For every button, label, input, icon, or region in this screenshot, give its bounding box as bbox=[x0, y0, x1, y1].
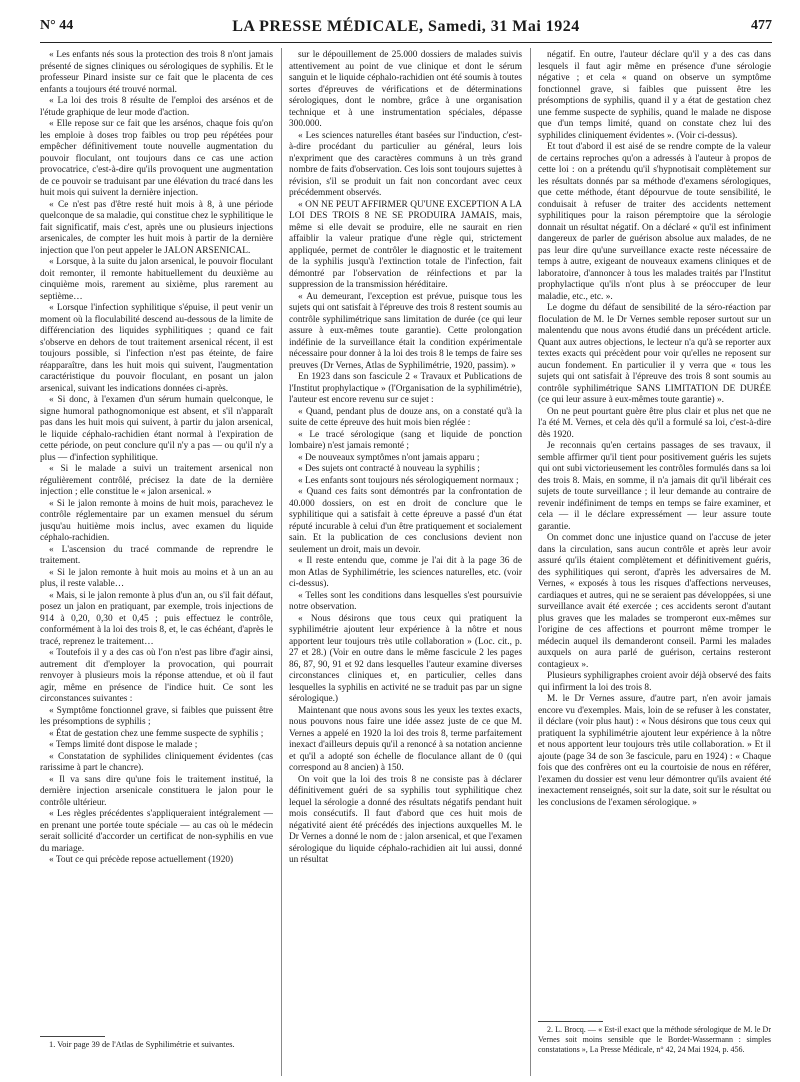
paragraph: négatif. En outre, l'auteur déclare qu'il y a des cas dans lesquels il faut agir même en présence d'une sérologie négative ; et cela « quand on observe un symptôme fonctionnel grave, si faibles que puissent être les présomptions de syphilis, quand il y a état de gestation chez une femme suspecte de syphilis, quand le malade ne dispose que d'un temps limité, quand on constate chez lui des syphilides cliniquement évidentes ». (Voir ci-dessus). bbox=[538, 50, 771, 141]
header-rule bbox=[40, 42, 772, 43]
paragraph: M. le Dr Vernes assure, d'autre part, n'en avoir jamais encore vu d'exemples. Mais, loin de se refuser à les constater, il déclare (voir plus haut) : « Nous désirons que tous ceux qui pratiquent la syphilimétrie ajoutent leur expérience à la nôtre et nous apportent leur toujours très utile collaboration. » Et il ajoute (page 34 de son 3e fascicule, paru en 1924) : « Chaque fois que des confrères ont eu la courtoisie de nous en référer, l'examen du dossier est venu leur démontrer qu'ils avaient été inexactement renseignés, soit sur la date, soit sur le résultat ou les conclusions de l'examen sérologique. » bbox=[538, 694, 771, 808]
paragraph: « Ce n'est pas d'être resté huit mois à 8, à une période quelconque de sa maladie, qui constitue chez le syphilitique le fait significatif, mais c'est, après une ou plusieurs injections arsenicales, de compter les huit mois à partir de la dernière injection que l'on peut appeler le JALON ARSENICAL. bbox=[40, 199, 273, 256]
paragraph: « La loi des trois 8 résulte de l'emploi des arsénos et de l'étude graphique de leur mode d'action. bbox=[40, 96, 273, 118]
footnote-rule bbox=[40, 1036, 105, 1037]
paragraph: « Si donc, à l'examen d'un sérum humain quelconque, le signe humoral pathognomonique est absent, et s'il n'apparaît pas dans les huit mois qui suivent, à partir du jalon arsenical, le liquide céphalo-rachidien étant normal à l'expiration de cette période, on peut conclure qu'il n'y a pas — ou qu'il n'y a plus — d'infection syphilitique. bbox=[40, 395, 273, 463]
paragraph: « Les règles précédentes s'appliqueraient intégralement — en prenant une portée toute spéciale — au cas où le médecin serait sollicité d'accorder un certificat de non-syphilis en vue du mariage. bbox=[40, 809, 273, 854]
paragraph: « Les sciences naturelles étant basées sur l'induction, c'est-à-dire procédant du particulier au général, leurs lois n'expriment que des caractères communs à un très grand nombre de faits d'observation. Ces lois sont toujours sujettes à révision, s'il se produit un fait non concordant avec ceux précédemment observés. bbox=[289, 130, 522, 198]
paragraph: « L'ascension du tracé commande de reprendre le traitement. bbox=[40, 544, 273, 566]
paragraph: On ne peut pourtant guère être plus clair et plus net que ne l'a été M. Vernes, et cela dès qu'il a formulé sa loi, c'est-à-dire dès 1920. bbox=[538, 406, 771, 440]
journal-title: LA PRESSE MÉDICALE, Samedi, 31 Mai 1924 bbox=[232, 18, 580, 35]
paragraph: « Nous désirons que tous ceux qui pratiquent la syphilimétrie ajoutent leur expérience à la nôtre et nous apportent leur toujours très utile collaboration » (Loc. cit., p. 27 et 28.) (Voir en outre dans le même fascicule 2 les pages 86, 87, 90, 91 et 92 dans lesquelles l'auteur examine diverses circonstances cliniques et, en particulier, celles dans lesquelles la syphilis en activité ne se traduit pas par un signe sérologique.) bbox=[289, 613, 522, 704]
paragraph: Le dogme du défaut de sensibilité de la séro-réaction par floculation de M. le Dr Vernes semble reposer surtout sur un malentendu que nous avons étudié dans un précédent article. Quant aux autres objections, le lecteur n'a qu'à se reporter aux textes exacts qui précèdent pour voir qu'elles ne reposent sur aucun fondement. En particulier il y verra que « tous les sujets qui ont satisfait à l'épreuve des trois 8 sont soumis au contrôle syphilimétrique SANS LIMITATION DE DURÉE (ce qui leur assure à eux-mêmes toute garantie) ». bbox=[538, 303, 771, 405]
paragraph: « Elle repose sur ce fait que les arsénos, chaque fois qu'on les emploie à doses trop faibles ou trop peu répétées pour empêcher définitivement toute nouvelle augmentation du pouvoir floculant, ont toujours dans ce cas une action provocatrice, c'est-à-dire qu'ils provoquent une augmentation de ce pouvoir se traduisant par une élévation du tracé dans les huit mois qui suivent la dernière injection. bbox=[40, 119, 273, 198]
paragraph: « Quand ces faits sont démontrés par la confrontation de 40.000 dossiers, on est en droit de conclure que le syphilitique qui a satisfait à cette épreuve a passé d'un état réputé incurable à celui d'un être pratiquement et socialement sain. Et la publication de ces conclusions devient non seulement un droit, mais un devoir. bbox=[289, 487, 522, 555]
text-column-3 bbox=[538, 50, 771, 1010]
paragraph: « Tout ce qui précède repose actuellement (1920) bbox=[49, 855, 234, 865]
page-number: 477 bbox=[751, 18, 772, 33]
paragraph: « Des sujets ont contracté à nouveau la syphilis ; bbox=[298, 464, 480, 474]
paragraph: Maintenant que nous avons sous les yeux les textes exacts, nous pouvons nous faire une idée assez juste de ce que M. Vernes a appelé en 1920 la loi des trois 8, terme parfaitement inexact d'ailleurs depuis qu'il a renoncé à sa notation ancienne et qu'il a adopté son échelle de floculance allant de 0 (qui correspond au 8 ancien) à 150. bbox=[289, 705, 522, 773]
paragraph: « Si le jalon remonte à huit mois au moins et à un an au plus, il reste valable… bbox=[40, 567, 273, 589]
paragraph: sur le dépouillement de 25.000 dossiers de malades suivis attentivement au point de vue clinique et dont le sérum sanguin et le liquide céphalo-rachidien ont été soumis à toutes sortes d'épreuves de vérifications et de déterminations sérologiques, dont le nombre, grâce à une organisation technique et à une instrumentation spéciales, dépasse 300.000. bbox=[289, 50, 522, 129]
footnote-rule bbox=[538, 1021, 603, 1022]
paragraph: « De nouveaux symptômes n'ont jamais apparu ; bbox=[298, 452, 480, 463]
paragraph: « Il va sans dire qu'une fois le traitement institué, la dernière injection arsenicale constituera le jalon pour le contrôle ultérieur. bbox=[40, 774, 273, 808]
paragraph: « Toutefois il y a des cas où l'on n'est pas libre d'agir ainsi, autrement dit d'employer la provocation, qui pourrait renvoyer à plusieurs mois la réponse attendue, et où il faut agir, même en présence de l'indice huit. Ce sont les circonstances suivantes : bbox=[40, 648, 273, 704]
paragraph: On commet donc une injustice quand on l'accuse de jeter dans la circulation, sans aucun contrôle et après leur avoir assuré qu'ils étaient complètement et définitivement guéris, des syphilitiques qui seront, d'après les adversaires de M. Vernes, « exposés à tous les risques d'affections nerveuses, cardiaques et autres, qui ne se seraient pas développées, si une surveillance avait été exercée ; ces accidents seront d'autant plus graves que les malades se tromperont eux-mêmes sur l'origine de ces affections et pourront même tromper le médecin auquel ils demanderont conseil. Parmi les malades auxquels on aura parlé de guérison, certains resteront contagieux ». bbox=[538, 533, 771, 670]
paragraph: « Telles sont les conditions dans lesquelles s'est poursuivie notre observation. bbox=[289, 590, 522, 612]
issue-number: N° 44 bbox=[40, 18, 74, 33]
paragraph: « Les enfants nés sous la protection des trois 8 n'ont jamais présenté de signes cliniques ou sérologiques de syphilis. Et le professeur Pinard insiste sur ce fait que le placenta de ces enfants a toujours été trouvé normal. bbox=[40, 50, 273, 95]
paragraph: En 1923 dans son fascicule 2 « Travaux et Publications de l'Institut prophylactique » (l'Organisation de la syphilimétrie), l'auteur est encore revenu sur ce sujet : bbox=[289, 372, 522, 405]
footnote-left: 1. Voir page 39 de l'Atlas de Syphilimétrie et suivantes. bbox=[49, 1040, 235, 1049]
paragraph: « Temps limité dont dispose le malade ; bbox=[49, 740, 198, 750]
text-column-1 bbox=[40, 50, 273, 1025]
page-header bbox=[40, 18, 772, 40]
paragraph: « Les enfants sont toujours nés sérologiquement normaux ; bbox=[298, 475, 519, 486]
footnote-right: 2. L. Brocq. — « Est-il exact que la méthode sérologique de M. le Dr Vernes soit moins sensible que le Bordet-Wassermann : simples constatations », La Presse Médicale, n° 42, 24 Mai 1924, p. 456. bbox=[538, 1025, 771, 1054]
text-column-2 bbox=[289, 50, 522, 1075]
paragraph: « Constatation de syphilides cliniquement évidentes (cas rarissime à part le chancre). bbox=[40, 751, 273, 773]
paragraph: « ON NE PEUT AFFIRMER QU'UNE EXCEPTION A LA LOI DES TROIS 8 NE SE PRODUIRA JAMAIS, mais, même si elle devait se produire, elle ne saurait en rien affaiblir la valeur pratique d'une règle qui, strictement appliquée, permet de contrôler le diagnostic et le traitement de la syphilis jusqu'à l'extinction totale de l'infection, fait démontré par l'observation de réinfections et par la suppression de la transmission héréditaire. bbox=[289, 199, 522, 290]
paragraph: « Au demeurant, l'exception est prévue, puisque tous les sujets qui ont satisfait à l'épreuve des trois 8 restent soumis au contrôle syphilimétrique sans limitation de durée (ce qui leur assure à eux-mêmes toute garantie). Cette prolongation indéfinie de la surveillance était la condition expérimentale nécessaire pour donner à la loi des trois 8 le temps de faire ses preuves (Dr Vernes, Atlas de Syphilimétrie, 1920, passim). » bbox=[289, 291, 522, 371]
paragraph: « Lorsque, à la suite du jalon arsenical, le pouvoir floculant doit remonter, il remonte habituellement du deuxième au cinquième mois, rarement au sixième, plus rarement au septième… bbox=[40, 257, 273, 302]
paragraph: « État de gestation chez une femme suspecte de syphilis ; bbox=[49, 728, 264, 739]
paragraph: « Symptôme fonctionnel grave, si faibles que puissent être les présomptions de syphilis ; bbox=[40, 705, 273, 727]
paragraph: Et tout d'abord il est aisé de se rendre compte de la valeur de certains reproches qu'on a adressés à l'auteur à propos de cette loi : on a prétendu qu'il s'hypnotisait complètement sur les résultats donnés par sa méthode d'examens sérologiques, que cette méthode, étant dépourvue de toute sensibilité, le conduisait à refuser de traiter des accidents nettement syphilitiques pour la raison péremptoire que la sérologie donnait un résultat négatif. On a déclaré « qu'il est infiniment dangereux de parler de guérison absolue aux malades, de ne pas leur dire qu'une surveillance exacte reste nécessaire de temps à autre, exigeant de nouveaux examens cliniques et de laboratoire, d'annoncer à tous les malades traités par l'Institut prophylactique qu'ils n'ont plus à se préoccuper de leur maladie, etc., etc. ». bbox=[538, 142, 771, 302]
column-separator bbox=[281, 48, 282, 1076]
paragraph: « Si le jalon remonte à moins de huit mois, parachevez le contrôle réglementaire par un examen mensuel du sérum jusqu'au huitième mois inclus, avec examen du liquide céphalo-rachidien. bbox=[40, 498, 273, 543]
paragraph: « Lorsque l'infection syphilitique s'épuise, il peut venir un moment où la floculabilité descend au-dessous de la limite de différenciation des liquides syphilitiques ; quand ce fait s'observe en dehors de tout traitement arsenical récent, il est toujours possible, si l'infection n'est pas éteinte, de faire réapparaître, dans les huit mois qui suivent, l'augmentation caractéristique du pouvoir floculant, en posant un jalon arsenical, suivant les indications données ci-après. bbox=[40, 303, 273, 394]
paragraph: Je reconnais qu'en certains passages de ses travaux, il semble affirmer qu'il tient pour positivement guéris les sujets qui ont subi victorieusement les contrôles formulés dans sa loi des trois 8. Mais, en somme, il n'a jamais dit qu'il libérait ces sujets de toute surveillance ; il leur demande au contraire de revenir indéfiniment de temps en temps se faire examiner, et cela — il le déclare expressément — leur assure toute garantie. bbox=[538, 441, 771, 532]
paragraph: On voit que la loi des trois 8 ne consiste pas à déclarer définitivement guéri de sa syphilis tout syphilitique chez lequel la sérologie a donné des résultats négatifs pendant huit mois consécutifs. Il faut d'abord que ces huit mois de négativité aient été précédés des injections auxquelles M. le Dr Vernes a donné le nom de : jalon arsenical, et que l'examen sérologique du liquide céphalo-rachidien ait lui aussi, donné un résultat bbox=[289, 774, 522, 865]
paragraph: « Le tracé sérologique (sang et liquide de ponction lombaire) n'est jamais remonté ; bbox=[289, 429, 522, 451]
paragraph: « Quand, pendant plus de douze ans, on a constaté qu'à la suite de cette épreuve des huit mois bien réglée : bbox=[289, 406, 522, 428]
paragraph: Plusieurs syphiligraphes croient avoir déjà observé des faits qui infirment la loi des trois 8. bbox=[538, 671, 771, 693]
paragraph: « Si le malade a suivi un traitement arsenical non régulièrement contrôlé, précisez la date de la dernière injection ; elle constitue le « jalon arsenical. » bbox=[40, 464, 273, 497]
paragraph: « Mais, si le jalon remonte à plus d'un an, ou s'il fait défaut, posez un jalon en pratiquant, par exemple, trois injections de 914 à 0,20, 0,30 et 0,45 ; puis effectuez le contrôle, conformément à la loi des trois 8, et, le cas échéant, d'après le tracé, reprenez le traitement… bbox=[40, 590, 273, 647]
paragraph: « Il reste entendu que, comme je l'ai dit à la page 36 de mon Atlas de Syphilimétrie, les sciences naturelles, etc. (voir ci-dessus). bbox=[289, 556, 522, 589]
column-separator bbox=[530, 48, 531, 1076]
